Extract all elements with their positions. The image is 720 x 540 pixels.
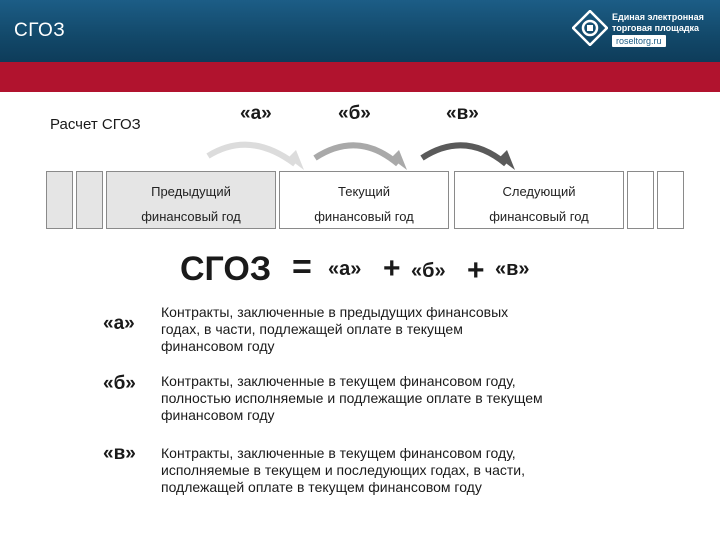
definition-c-line3: подлежащей оплате в текущем финансовом году <box>161 479 482 495</box>
period-next <box>454 171 624 229</box>
period-previous <box>106 171 276 229</box>
period-current <box>279 171 449 229</box>
formula-lhs: СГОЗ <box>180 250 272 288</box>
definition-text-a <box>161 304 641 355</box>
accent-band <box>0 62 720 92</box>
label-a: «а» <box>240 103 272 124</box>
section-title: Расчет СГОЗ <box>50 116 141 133</box>
definition-text-c <box>161 445 641 496</box>
definition-a-line1: Контракты, заключенные в предыдущих финансовых <box>161 304 509 320</box>
logo-text-line2: торговая площадка <box>612 23 700 33</box>
definition-b-line1: Контракты, заключенные в текущем финансовом году, <box>161 373 516 389</box>
formula-a: «а» <box>328 258 362 280</box>
definition-a-line3: финансовом году <box>161 338 275 354</box>
formula-b: «б» <box>411 260 446 282</box>
definition-b-line2: полностью исполняемые и подлежащие оплате в текущем <box>161 390 543 406</box>
formula-c: «в» <box>495 258 530 280</box>
period-previous-line1: Предыдущий <box>151 184 231 199</box>
period-previous-line2: финансовый год <box>141 209 241 224</box>
formula-plus-2: + <box>467 254 485 287</box>
page-title: СГОЗ <box>14 20 66 41</box>
period-next-line2: финансовый год <box>489 209 589 224</box>
formula-plus-1: + <box>383 252 401 285</box>
definition-c-line1: Контракты, заключенные в текущем финансовом году, <box>161 445 516 461</box>
period-current-line1: Текущий <box>338 184 390 199</box>
label-c: «в» <box>446 103 479 124</box>
period-next-line1: Следующий <box>502 184 576 199</box>
formula-equals: = <box>292 248 312 286</box>
arrow-b-icon <box>315 145 407 170</box>
definition-b-line3: финансовом году <box>161 407 275 423</box>
definition-key-a: «а» <box>103 313 135 334</box>
header-bar <box>0 0 720 62</box>
definition-a-line2: годах, в части, подлежащей оплате в текущем <box>161 321 463 337</box>
label-b: «б» <box>338 103 371 124</box>
timeline-stub-left-1 <box>46 171 73 229</box>
etp-logo-icon <box>572 10 608 46</box>
definition-text-b <box>161 373 641 424</box>
definition-c-line2: исполняемые в текущем и последующих годах, в части, <box>161 462 525 478</box>
definition-key-c: «в» <box>103 443 136 464</box>
arrows-group <box>200 128 530 174</box>
timeline-stub-right-2 <box>657 171 684 229</box>
definition-key-b: «б» <box>103 373 136 394</box>
logo <box>572 8 712 54</box>
logo-site-link[interactable]: roseltorg.ru <box>612 35 666 47</box>
timeline-stub-right-1 <box>627 171 654 229</box>
arrow-c-icon <box>422 145 515 170</box>
timeline-stub-left-2 <box>76 171 103 229</box>
logo-text-line1: Единая электронная <box>612 12 704 22</box>
period-current-line2: финансовый год <box>314 209 414 224</box>
arrow-a-icon <box>208 145 304 170</box>
